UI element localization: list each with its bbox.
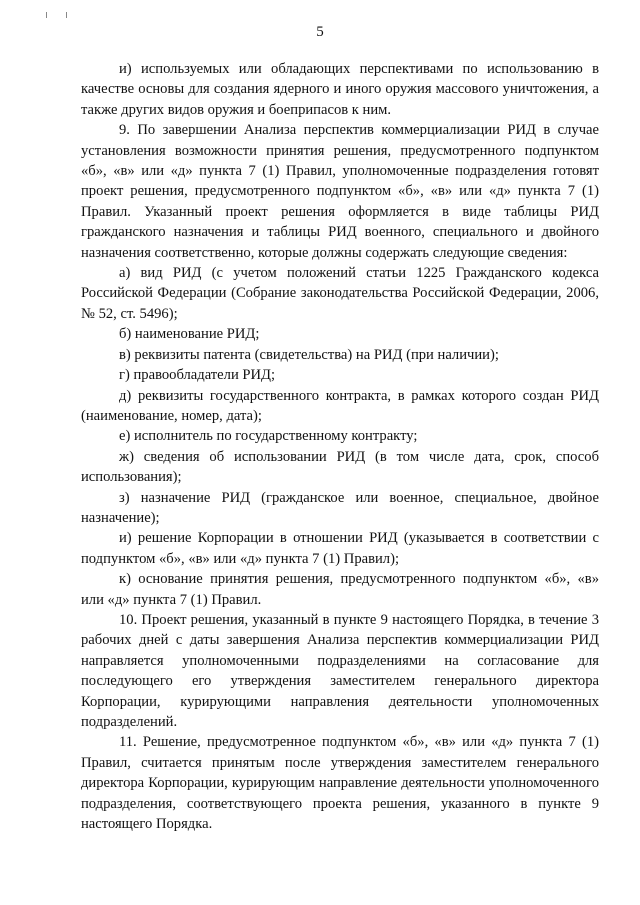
- list-item-i: и) решение Корпорации в отношении РИД (указывается в соответствии с подпунктом «б», «в» или «д» пункта 7 (1) Правил);: [81, 530, 599, 567]
- list-item-a: а) вид РИД (с учетом положений статьи 1225 Гражданского кодекса Российской Федерации (Собрание законодательства Российской Федерации, 2006, № 52, ст. 5496);: [81, 265, 599, 322]
- list-item-b: б) наименование РИД;: [119, 326, 260, 343]
- list-item-k: к) основание принятия решения, предусмотренного подпунктом «б», «в» или «д» пункта 7 (1) Правил.: [81, 571, 599, 608]
- paragraph-10: 10. Проект решения, указанный в пункте 9 настоящего Порядка, в течение 3 рабочих дней с даты завершения Анализа перспектив коммерциализации РИД направляется уполномоченными подразделениями на согласование для последующего его утверждения заместителем генерального директора Корпорации, курирующими направления деятельности уполномоченных подразделений.: [81, 611, 599, 730]
- paragraph-9: 9. По завершении Анализа перспектив коммерциализации РИД в случае установления возможности принятия решения, предусмотренного подпунктом «б», «в» или «д» пункта 7 (1) Правил, уполномоченные подразделения готовят проект решения, предусмотренного подпунктом «б», «в» или «д» пункта 7 (1) Правил. Указанный проект решения оформляется в виде таблицы РИД гражданского назначения и таблицы РИД военного, специального и двойного назначения соответственно, которые должны содержать следующие сведения:: [81, 122, 599, 261]
- paragraph-item-i: и) используемых или обладающих перспективами по использованию в качестве основы для создания ядерного и иного оружия массового уничтожения, а также других видов оружия и боеприпасов к ним.: [81, 61, 599, 118]
- scan-mark: [46, 12, 47, 18]
- list-item-g: г) правообладатели РИД;: [119, 367, 276, 384]
- paragraph-11: 11. Решение, предусмотренное подпунктом «б», «в» или «д» пункта 7 (1) Правил, считается принятым после утверждения заместителем генерального директора Корпорации, курирующим направление деятельности уполномоченного подразделения, соответствующего проекта решения, указанного в пункте 9 настоящего Порядка.: [81, 734, 599, 833]
- list-item-z: з) назначение РИД (гражданское или военное, специальное, двойное назначение);: [81, 489, 599, 526]
- scan-mark: [66, 12, 67, 18]
- list-item-e: е) исполнитель по государственному контракту;: [119, 428, 418, 445]
- list-item-v: в) реквизиты патента (свидетельства) на РИД (при наличии);: [119, 346, 499, 363]
- list-item-d: д) реквизиты государственного контракта, в рамках которого создан РИД (наименование, номер, дата);: [81, 387, 599, 424]
- document-body: [81, 59, 599, 834]
- page-number: 5: [316, 24, 324, 40]
- list-item-zh: ж) сведения об использовании РИД (в том числе дата, срок, способ использования);: [81, 448, 599, 486]
